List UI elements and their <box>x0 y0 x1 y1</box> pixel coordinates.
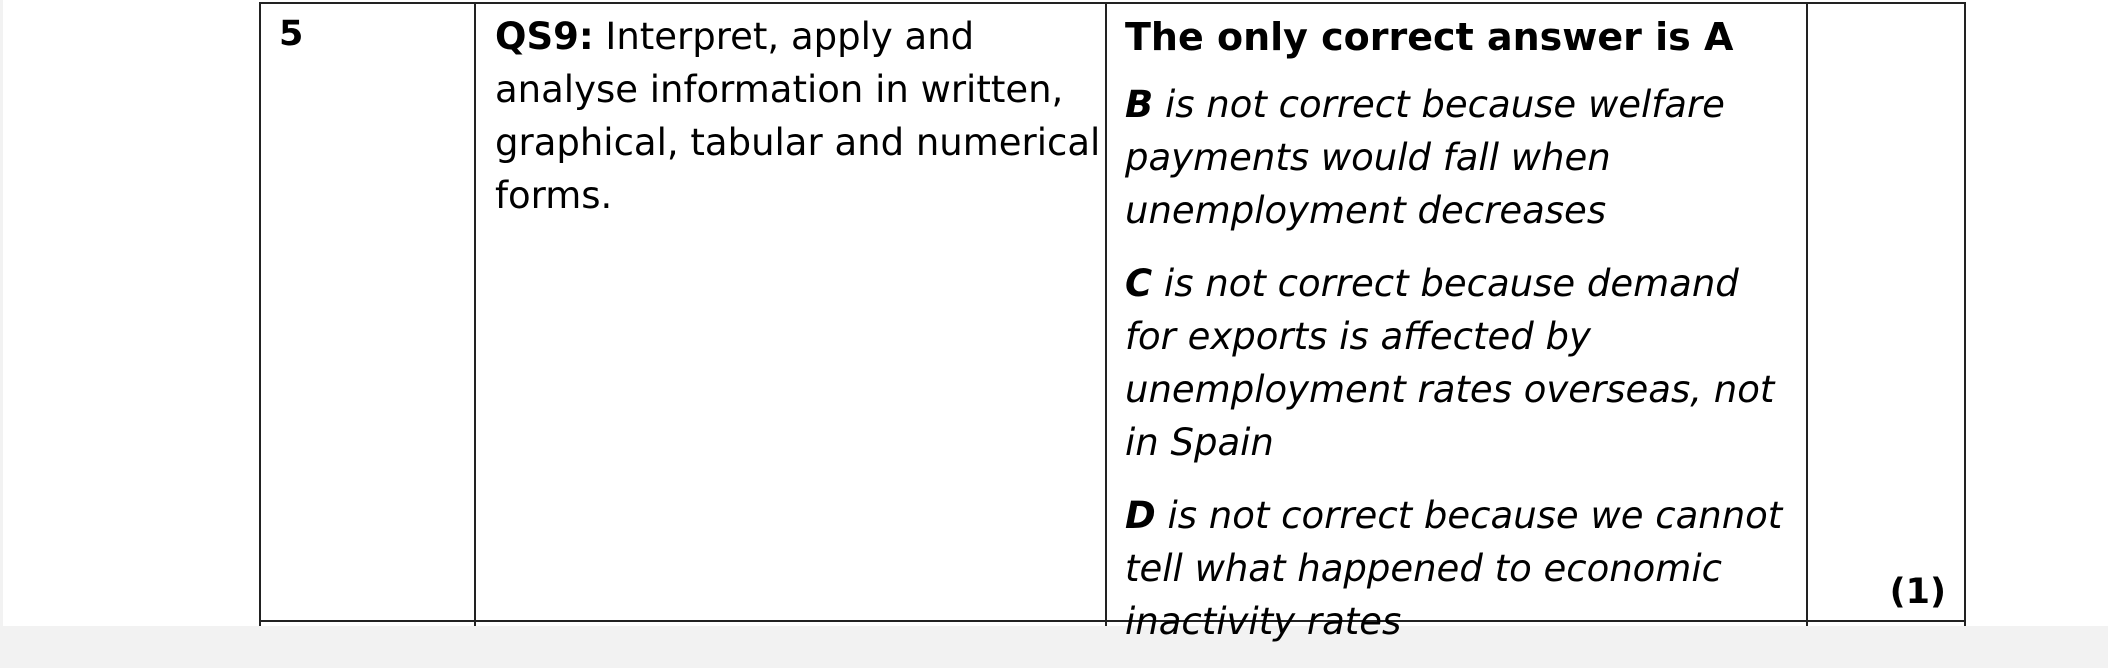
skill-cell <box>495 10 1105 222</box>
question-number-cell <box>279 14 303 54</box>
reason-text: is not correct because welfare payments would fall when unemployment decreases <box>1125 83 1725 232</box>
document-page <box>3 0 2108 643</box>
answer-heading: The only correct answer is A <box>1125 15 1734 59</box>
question-number: 5 <box>279 14 304 54</box>
reason-letter: B <box>1125 83 1154 126</box>
next-table-row <box>259 620 1966 626</box>
reason-letter: C <box>1125 262 1153 305</box>
reason-c <box>1125 257 1795 469</box>
skill-code: QS9: <box>495 15 594 58</box>
column-divider <box>474 620 476 626</box>
reason-text: is not correct because demand for exports is affected by unemployment rates overseas, not in Spain <box>1125 262 1775 464</box>
reason-text: is not correct because we cannot tell what happened to economic inactivity rates <box>1125 494 1783 643</box>
reason-b <box>1125 78 1795 237</box>
column-divider <box>1806 620 1808 626</box>
mark-scheme-table <box>259 2 1966 643</box>
column-divider <box>1105 4 1107 624</box>
marks-value: (1) <box>1889 572 1946 612</box>
skill-text <box>495 10 1105 222</box>
marks-cell <box>1890 572 1946 612</box>
answer-cell <box>1125 10 1795 668</box>
reason-letter: D <box>1125 494 1156 537</box>
skill-description: Interpret, apply and analyse information in written, graphical, tabular and numerical forms. <box>495 15 1101 217</box>
column-divider <box>1105 620 1107 626</box>
column-divider <box>1806 4 1808 624</box>
column-divider <box>474 4 476 624</box>
